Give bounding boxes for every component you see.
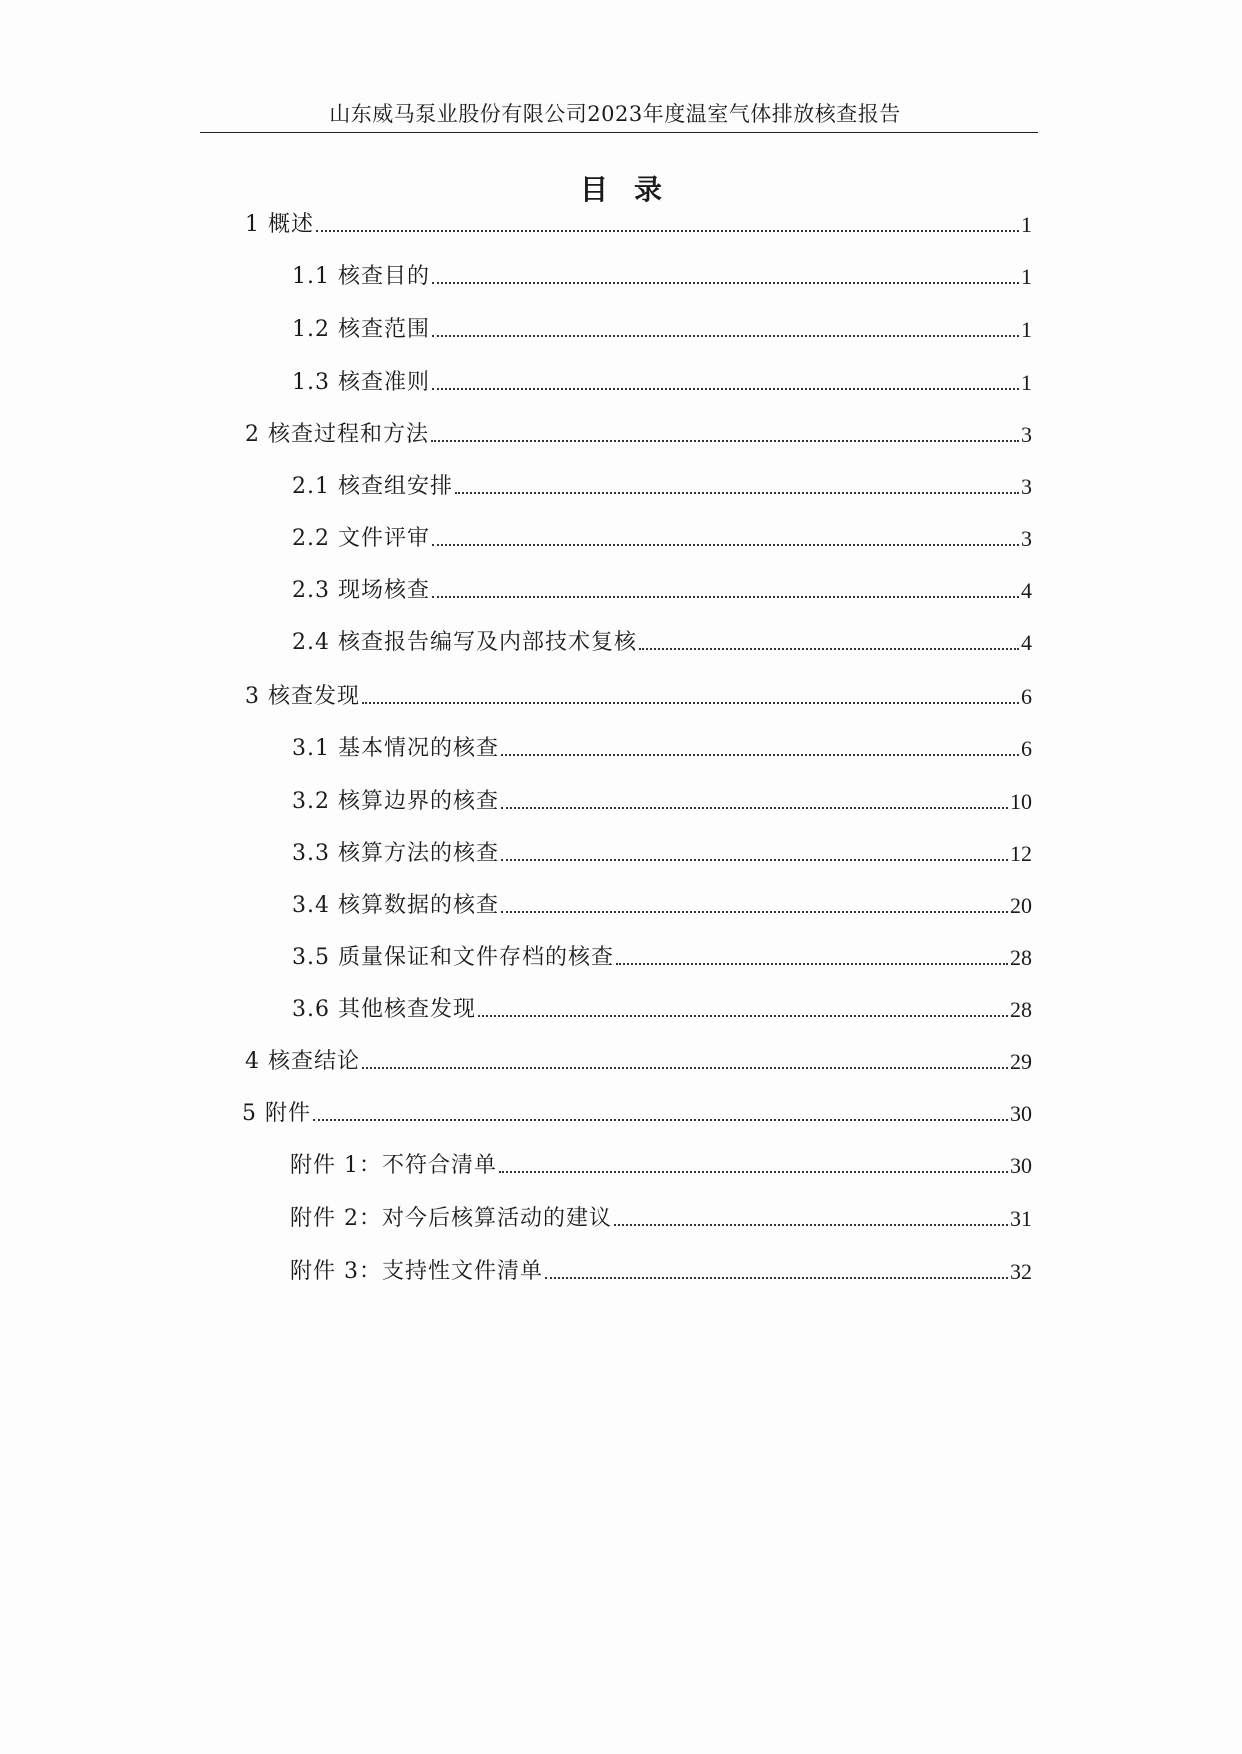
toc-entry-page: 10 bbox=[1010, 789, 1032, 814]
dot-leader bbox=[431, 440, 1019, 442]
toc-entry[interactable] bbox=[292, 470, 1032, 500]
toc-entry-label: 3 核查发现 bbox=[245, 684, 360, 709]
toc-entry-label: 3.3 核算方法的核查 bbox=[292, 841, 499, 866]
dot-leader bbox=[614, 1224, 1008, 1226]
toc-entry[interactable] bbox=[245, 1045, 1032, 1075]
dot-leader bbox=[501, 859, 1008, 861]
toc-entry-page: 20 bbox=[1010, 893, 1032, 918]
toc-entry-page: 28 bbox=[1010, 997, 1032, 1022]
toc-entry-label: 1 概述 bbox=[245, 212, 314, 237]
running-header: 山东威马泵业股份有限公司2023年度温室气体排放核查报告 bbox=[329, 102, 901, 126]
toc-entry-label: 1.3 核查准则 bbox=[292, 370, 430, 395]
toc-entry-label: 2.2 文件评审 bbox=[292, 526, 430, 551]
toc-entry-page: 3 bbox=[1021, 474, 1032, 499]
dot-leader bbox=[501, 911, 1008, 913]
toc-entry[interactable] bbox=[245, 680, 1032, 710]
toc-entry[interactable] bbox=[245, 418, 1032, 448]
dot-leader bbox=[432, 282, 1019, 284]
toc-entry[interactable] bbox=[292, 313, 1032, 343]
toc-entry-label: 5 附件 bbox=[242, 1101, 311, 1126]
dot-leader bbox=[616, 963, 1008, 965]
toc-entry-page: 1 bbox=[1021, 370, 1032, 395]
toc-entry-label: 附件 1：不符合清单 bbox=[290, 1153, 497, 1178]
dot-leader bbox=[432, 544, 1019, 546]
toc-entry-page: 12 bbox=[1010, 841, 1032, 866]
toc-entry[interactable] bbox=[290, 1149, 1032, 1179]
dot-leader bbox=[316, 230, 1019, 232]
toc-entry[interactable] bbox=[290, 1202, 1032, 1232]
toc-entry-page: 6 bbox=[1021, 736, 1032, 761]
dot-leader bbox=[545, 1277, 1008, 1279]
dot-leader bbox=[362, 702, 1019, 704]
dot-leader bbox=[432, 388, 1019, 390]
toc-entry-label: 3.1 基本情况的核查 bbox=[292, 736, 499, 761]
toc-entry[interactable] bbox=[292, 941, 1032, 971]
toc-entry-page: 3 bbox=[1021, 422, 1032, 447]
toc-entry-page: 1 bbox=[1021, 317, 1032, 342]
toc-entry[interactable] bbox=[292, 522, 1032, 552]
toc-entry-label: 3.4 核算数据的核查 bbox=[292, 893, 499, 918]
toc-entry-page: 29 bbox=[1010, 1049, 1032, 1074]
toc-entry[interactable] bbox=[292, 626, 1032, 656]
toc-entry[interactable] bbox=[292, 889, 1032, 919]
toc-entry-label: 3.5 质量保证和文件存档的核查 bbox=[292, 945, 614, 970]
toc-entry-label: 1.2 核查范围 bbox=[292, 317, 430, 342]
toc-entry-label: 2.4 核查报告编写及内部技术复核 bbox=[292, 630, 637, 655]
toc-entry[interactable] bbox=[242, 1097, 1032, 1127]
toc-entry-page: 3 bbox=[1021, 526, 1032, 551]
toc-entry-label: 2.3 现场核查 bbox=[292, 578, 430, 603]
toc-entry-label: 附件 2：对今后核算活动的建议 bbox=[290, 1206, 612, 1231]
toc-entry-label: 3.6 其他核查发现 bbox=[292, 997, 476, 1022]
dot-leader bbox=[432, 596, 1019, 598]
toc-entry[interactable] bbox=[292, 993, 1032, 1023]
toc-entry-label: 3.2 核算边界的核查 bbox=[292, 789, 499, 814]
toc-entry-page: 4 bbox=[1021, 630, 1032, 655]
toc-entry[interactable] bbox=[292, 574, 1032, 604]
toc-entry-label: 1.1 核查目的 bbox=[292, 264, 430, 289]
toc-entry-page: 28 bbox=[1010, 945, 1032, 970]
toc-entry-label: 附件 3：支持性文件清单 bbox=[290, 1259, 543, 1284]
dot-leader bbox=[362, 1067, 1008, 1069]
toc-title: 目录 bbox=[579, 173, 688, 206]
toc-entry[interactable] bbox=[292, 260, 1032, 290]
toc-entry-page: 30 bbox=[1010, 1153, 1032, 1178]
dot-leader bbox=[478, 1015, 1008, 1017]
toc-entry[interactable] bbox=[292, 837, 1032, 867]
toc-entry[interactable] bbox=[290, 1255, 1032, 1285]
dot-leader bbox=[455, 492, 1019, 494]
toc-entry[interactable] bbox=[292, 366, 1032, 396]
header-rule bbox=[200, 132, 1038, 133]
dot-leader bbox=[501, 807, 1008, 809]
toc-entry-page: 1 bbox=[1021, 212, 1032, 237]
dot-leader bbox=[313, 1119, 1008, 1121]
toc-entry-page: 1 bbox=[1021, 264, 1032, 289]
toc-entry[interactable] bbox=[292, 785, 1032, 815]
toc-entry[interactable] bbox=[292, 732, 1032, 762]
toc-entry-label: 4 核查结论 bbox=[245, 1049, 360, 1074]
dot-leader bbox=[432, 335, 1019, 337]
toc-entry-label: 2 核查过程和方法 bbox=[245, 422, 429, 447]
toc-entry-page: 31 bbox=[1010, 1206, 1032, 1231]
toc-entry-page: 4 bbox=[1021, 578, 1032, 603]
toc-entry-label: 2.1 核查组安排 bbox=[292, 474, 453, 499]
toc-entry-page: 30 bbox=[1010, 1101, 1032, 1126]
toc-entry-page: 32 bbox=[1010, 1259, 1032, 1284]
dot-leader bbox=[639, 648, 1019, 650]
toc-entry-page: 6 bbox=[1021, 684, 1032, 709]
dot-leader bbox=[499, 1171, 1008, 1173]
toc-entry[interactable] bbox=[245, 208, 1032, 238]
dot-leader bbox=[501, 754, 1019, 756]
